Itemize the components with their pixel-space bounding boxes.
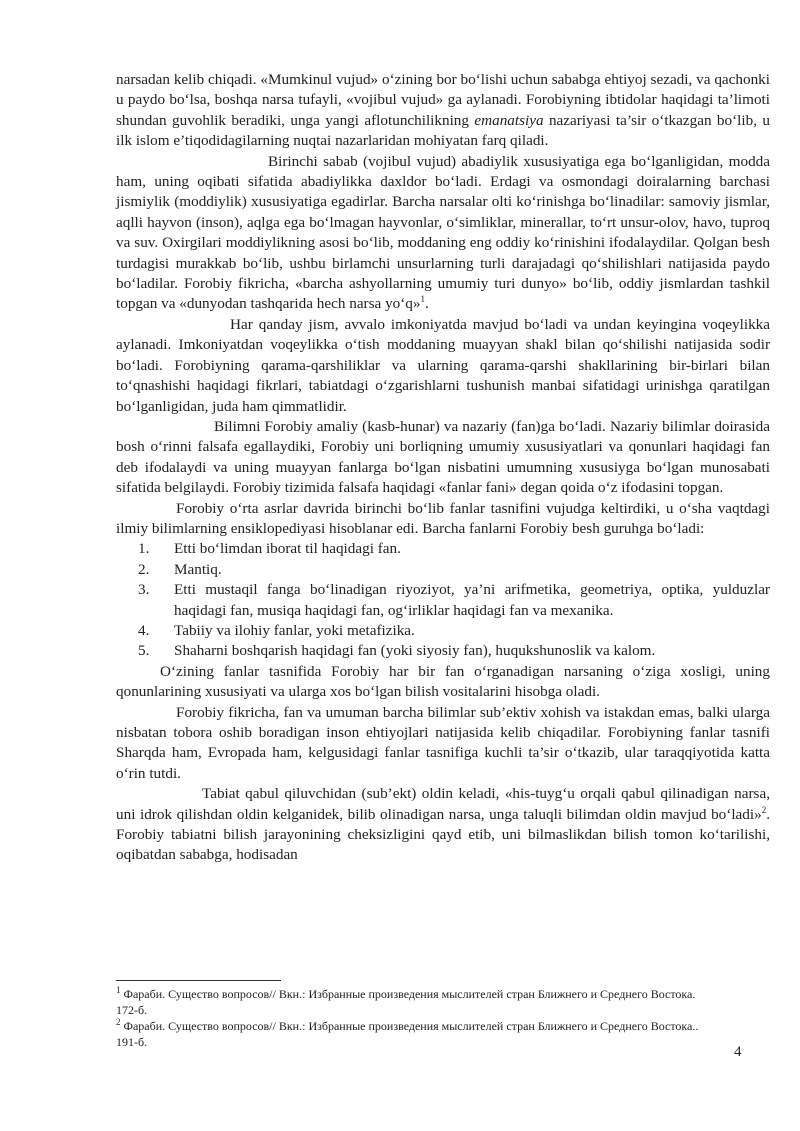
footnote-ref-2[interactable]: 2 xyxy=(761,804,767,815)
footnote-text: Фараби. Существо вопросов// Вкн.: Избранные произведения мыслителей стран Ближнего и Среднего Востока.. 191-б. xyxy=(116,1019,699,1049)
footnote-ref-1[interactable]: 1 xyxy=(420,294,425,305)
paragraph-2-text: Birinchi sabab (vojibul vujud) abadiylik xususiyatiga ega bo‘lganligidan, modda ham, uning oqibati sifatida abadiylikka daxldor bo‘ladi. Erdagi va osmondagi doiralarning barchasi jismiylik (moddiylik) xususiyatiga egadirlar. Barcha narsalar olti ko‘rinishga bo‘linadilar: samoviy jismlar, aqlli hayvon (inson), aqlga ega bo‘lmagan hayvonlar, o‘simliklar, minerallar, to‘rt unsur-olov, havo, tuproq va suv. Oxirgilari moddiylikning asosi bo‘lib, moddaning eng oddiy ko‘rinishini ifodalaydilar. Qolgan besh turdagisi murakkab bo‘lib, ushbu birlamchi unsurlarning turli darajadagi qo‘shilishlari natijasida paydo bo‘ladilar. Forobiy fikricha, «barcha ashyollarning umumiy turi dunyo» bo‘lib, oddiy jismlardan tashkil topgan va «dunyodan tashqarida hech narsa yo‘q» xyxy=(116,152,770,313)
paragraph-8-text: Tabiat qabul qiluvchidan (sub’ekt) oldin keladi, «his-tuyg‘u orqali qabul qilinadigan narsa, uni idrok qilishdan oldin kelganidek, bilib olinadigan narsa, unga taluqli bilimdan oldin mavjud bo‘ladi» xyxy=(116,785,770,823)
paragraph-2-end: . xyxy=(425,295,429,313)
paragraph-8 xyxy=(116,784,770,866)
paragraph-2 xyxy=(116,152,770,315)
list-item xyxy=(116,580,770,621)
list-item-number: 4. xyxy=(138,621,150,639)
list-item xyxy=(116,641,770,661)
footnote-separator xyxy=(116,980,281,981)
paragraph-4: Bilimni Forobiy amaliy (kasb-hunar) va nazariy (fan)ga bo‘ladi. Nazariy bilimlar doirasida bosh o‘rinni falsafa egallaydiki, Forobiy uni borliqning umumiy xususiyatlari va qonunlari haqidagi fan deb ifodalaydi va uning muayyan fanlarga bo‘lgan nisbatini umumning xususiyga bo‘lgan munosabati sifatida belgilaydi. Forobiy tizimida falsafa haqidagi «fanlar fani» degan qoida o‘z ifodasini topgan. xyxy=(116,417,770,497)
emphasis-term: emanatsiya xyxy=(474,111,544,129)
document-page xyxy=(116,70,770,866)
list-item-number: 3. xyxy=(138,581,150,599)
list-item-number: 1. xyxy=(138,540,150,558)
page-number: 4 xyxy=(734,1044,742,1060)
paragraph-1 xyxy=(116,70,770,152)
paragraph-5: Forobiy o‘rta asrlar davrida birinchi bo‘lib fanlar tasnifini vujudga keltirdiki, u o‘sha vaqtdagi ilmiy bilimlarning ensiklopediyasi hisoblanar edi. Barcha fanlarni Forobiy besh guruhga bo‘ladi: xyxy=(116,499,770,537)
list-item-text: Mantiq. xyxy=(174,560,222,578)
paragraph-8-text-end: . Forobiy tabiatni bilish jarayonining cheksizligini qayd etib, uni bilmaslikdan bilish tomon ko‘tarilishi, oqibatdan sababga, hodisadan xyxy=(116,805,770,864)
list-item xyxy=(116,539,770,559)
footnote-mark: 2 xyxy=(116,1017,121,1027)
paragraph-1-text-end: nazariyasi ta’sir o‘tkazgan bo‘lib, u ilk islom e’tiqodidagilarning nuqtai nazarlaridan mohiyatan farq qiladi. xyxy=(116,111,770,150)
paragraph-1-text: narsadan kelib chiqadi. «Mumkinul vujud» o‘zining bor bo‘lishi uchun sababga ehtiyoj sezadi, va qachonki u paydo bo‘lsa, boshqa narsa tufayli, «vojibul vujud» ga aylanadi. Forobiyning ibtidolar haqidagi ta’limoti shundan guvohlik beradiki, unga yangi aflotunchilikning xyxy=(116,71,770,129)
footnote-text: Фараби. Существо вопросов// Вкн.: Избранные произведения мыслителей стран Ближнего и Среднего Востока. 172-б. xyxy=(116,987,696,1017)
footnote-2 xyxy=(116,1018,716,1050)
paragraph-6: O‘zining fanlar tasnifida Forobiy har bir fan o‘rganadigan narsaning o‘ziga xosligi, uning qonunlarining xususiyati va ularga xos bo‘lgan bilish vositalarini hisobga oladi. xyxy=(116,662,770,701)
list-item xyxy=(116,621,770,641)
paragraph-7: Forobiy fikricha, fan va umuman barcha bilimlar sub’ektiv xohish va istakdan emas, balki ularga nisbatan tobora oshib boradigan inson ehtiyojlari natijasida kelib chiqadilar. Forobiyning fanlar tasnifi Sharqda ham, Evropada ham, kelgusidagi fanlar tasnifiga kuchli ta’sir o‘tkazib, ular taraqqiyotida katta o‘rin tutdi. xyxy=(116,703,770,782)
footnotes xyxy=(116,986,716,1050)
footnote-1 xyxy=(116,986,716,1018)
list-item-number: 2. xyxy=(138,560,150,578)
list-item-text: Etti mustaqil fanga bo‘linadigan riyoziyot, ya’ni arifmetika, geometriya, optika, yulduzlar haqidagi fan, musiqa haqidagi fan, og‘irliklar haqidagi fan va mexanika. xyxy=(174,581,770,619)
sciences-list xyxy=(116,539,770,661)
list-item-text: Shaharni boshqarish haqidagi fan (yoki siyosiy fan), huqukshunoslik va kalom. xyxy=(174,642,656,660)
paragraph-3: Har qanday jism, avvalo imkoniyatda mavjud bo‘ladi va undan keyingina voqeylikka aylanadi. Imkoniyatdan voqeylikka o‘tish moddaning muayyan shakl bilan qo‘shilishi natijasida sodir bo‘ladi. Forobiyning qarama-qarshiliklar va ularning qarama-qarshi shakllarining bir-birlari bilan to‘qnashishi haqidagi fikrlari, tabiatdagi o‘zgarishlarni tushunish manbai sifatidagi urinishga qaratilgan bo‘lganligidan, juda ham qimmatlidir. xyxy=(116,315,770,415)
footnote-mark: 1 xyxy=(116,985,121,995)
list-item-text: Tabiiy va ilohiy fanlar, yoki metafizika. xyxy=(174,621,415,639)
list-item-number: 5. xyxy=(138,642,150,660)
list-item-text: Etti bo‘limdan iborat til haqidagi fan. xyxy=(174,540,401,558)
list-item xyxy=(116,560,770,580)
